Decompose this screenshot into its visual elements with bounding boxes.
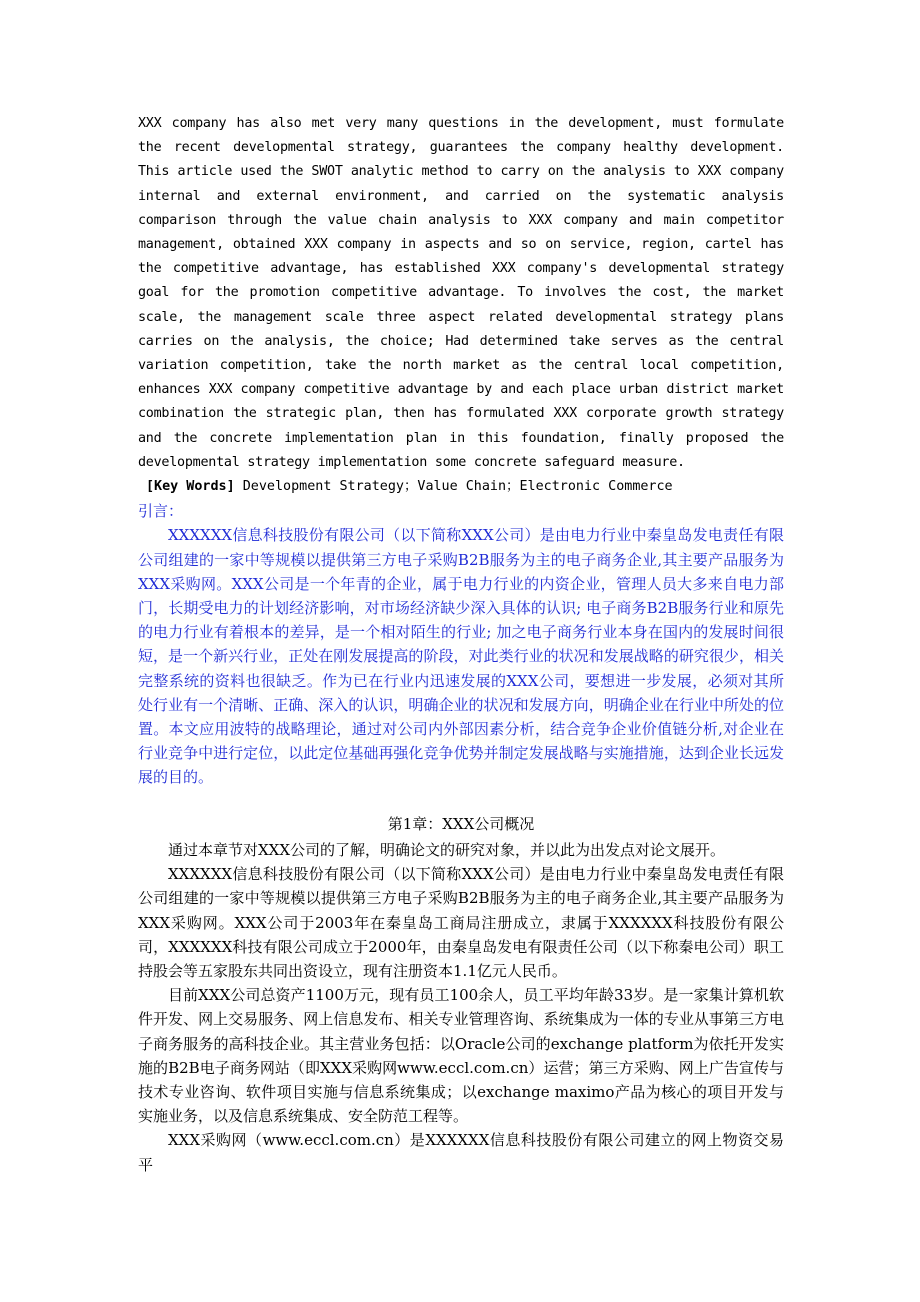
document-page <box>138 112 784 1177</box>
body-paragraph: 目前XXX公司总资产1100万元，现有员工100余人，员工平均年龄33岁。是一家集计算机软件开发、网上交易服务、网上信息发布、相关专业管理咨询、系统集成为一体的专业从事第三方电子商务服务的高科技企业。其主营业务包括：以Oracle公司的exchange platform为依托开发实施的B2B电子商务网站（即XXX采购网www.eccl.com.cn）运营；第三方采购、网上广告宣传与技术专业咨询、软件项目实施与信息系统集成；以exchange maximo产品为核心的项目开发与实施业务，以及信息系统集成、安全防范工程等。 <box>138 986 784 1126</box>
intro-label: 引言： <box>138 502 184 521</box>
keywords-label: [Key Words] <box>146 479 235 495</box>
body-paragraph: XXXXXX信息科技股份有限公司（以下简称XXX公司）是由电力行业中秦皇岛发电责任有限公司组建的一家中等规模以提供第三方电子采购B2B服务为主的电子商务企业,其主要产品服务为XXX采购网。XXX公司于2003年在秦皇岛工商局注册成立，隶属于XXXXXX科技股份有限公司，XXXXXX科技有限公司成立于2000年，由秦皇岛发电有限责任公司（以下称秦电公司）职工持股会等五家股东共同出资设立，现有注册资本1.1亿元人民币。 <box>138 865 784 980</box>
english-abstract: XXX company has also met very many questions in the development, must formulate the recent developmental strategy, guarantees the company healthy development. This article used the SWOT analytic method to carry on the analysis to XXX company internal and external environment, and carried on the systematic analysis comparison through the value chain analysis to XXX company and main competitor management, obtained XXX company in aspects and so on service, region, cartel has the competitive advantage, has established XXX company's developmental strategy goal for the promotion competitive advantage. To involves the cost, the market scale, the management scale three aspect related developmental strategy plans carries on the analysis, the choice; Had determined take serves as the central variation competition, take the north market as the central local competition, enhances XXX company competitive advantage by and each place urban district market combination the strategic plan, then has formulated XXX corporate growth strategy and the concrete implementation plan in this foundation, finally proposed the developmental strategy implementation some concrete safeguard measure. <box>138 116 784 470</box>
body-paragraph: 通过本章节对XXX公司的了解，明确论文的研究对象，并以此为出发点对论文展开。 <box>168 840 726 859</box>
chapter-title: 第1章：XXX公司概况 <box>387 814 535 833</box>
keywords-line <box>146 475 784 499</box>
intro-paragraph: XXXXXX信息科技股份有限公司（以下简称XXX公司）是由电力行业中秦皇岛发电责任有限公司组建的一家中等规模以提供第三方电子采购B2B服务为主的电子商务企业,其主要产品服务为XXX采购网。XXX公司是一个年青的企业，属于电力行业的内资企业，管理人员大多来自电力部门，长期受电力的计划经济影响，对市场经济缺少深入具体的认识; 电子商务B2B服务行业和原先的电力行业有着根本的差异，是一个相对陌生的行业; 加之电子商务行业本身在国内的发展时间很短，是一个新兴行业，正处在刚发展提高的阶段，对此类行业的状况和发展战略的研究很少，相关完整系统的资料也很缺乏。作为已在行业内迅速发展的XXX公司，要想进一步发展，必须对其所处行业有一个清晰、正确、深入的认识，明确企业的状况和发展方向，明确企业在行业中所处的位置。本文应用波特的战略理论，通过对公司内外部因素分析，结合竞争企业价值链分析,对企业在行业竞争中进行定位，以此定位基础再强化竞争优势并制定发展战略与实施措施，达到企业长远发展的目的。 <box>138 526 784 787</box>
keywords-text: Development Strategy；Value Chain；Electronic Commerce <box>234 479 673 495</box>
body-paragraph: XXX采购网（www.eccl.com.cn）是XXXXXX信息科技股份有限公司建立的网上物资交易平 <box>138 1131 784 1174</box>
